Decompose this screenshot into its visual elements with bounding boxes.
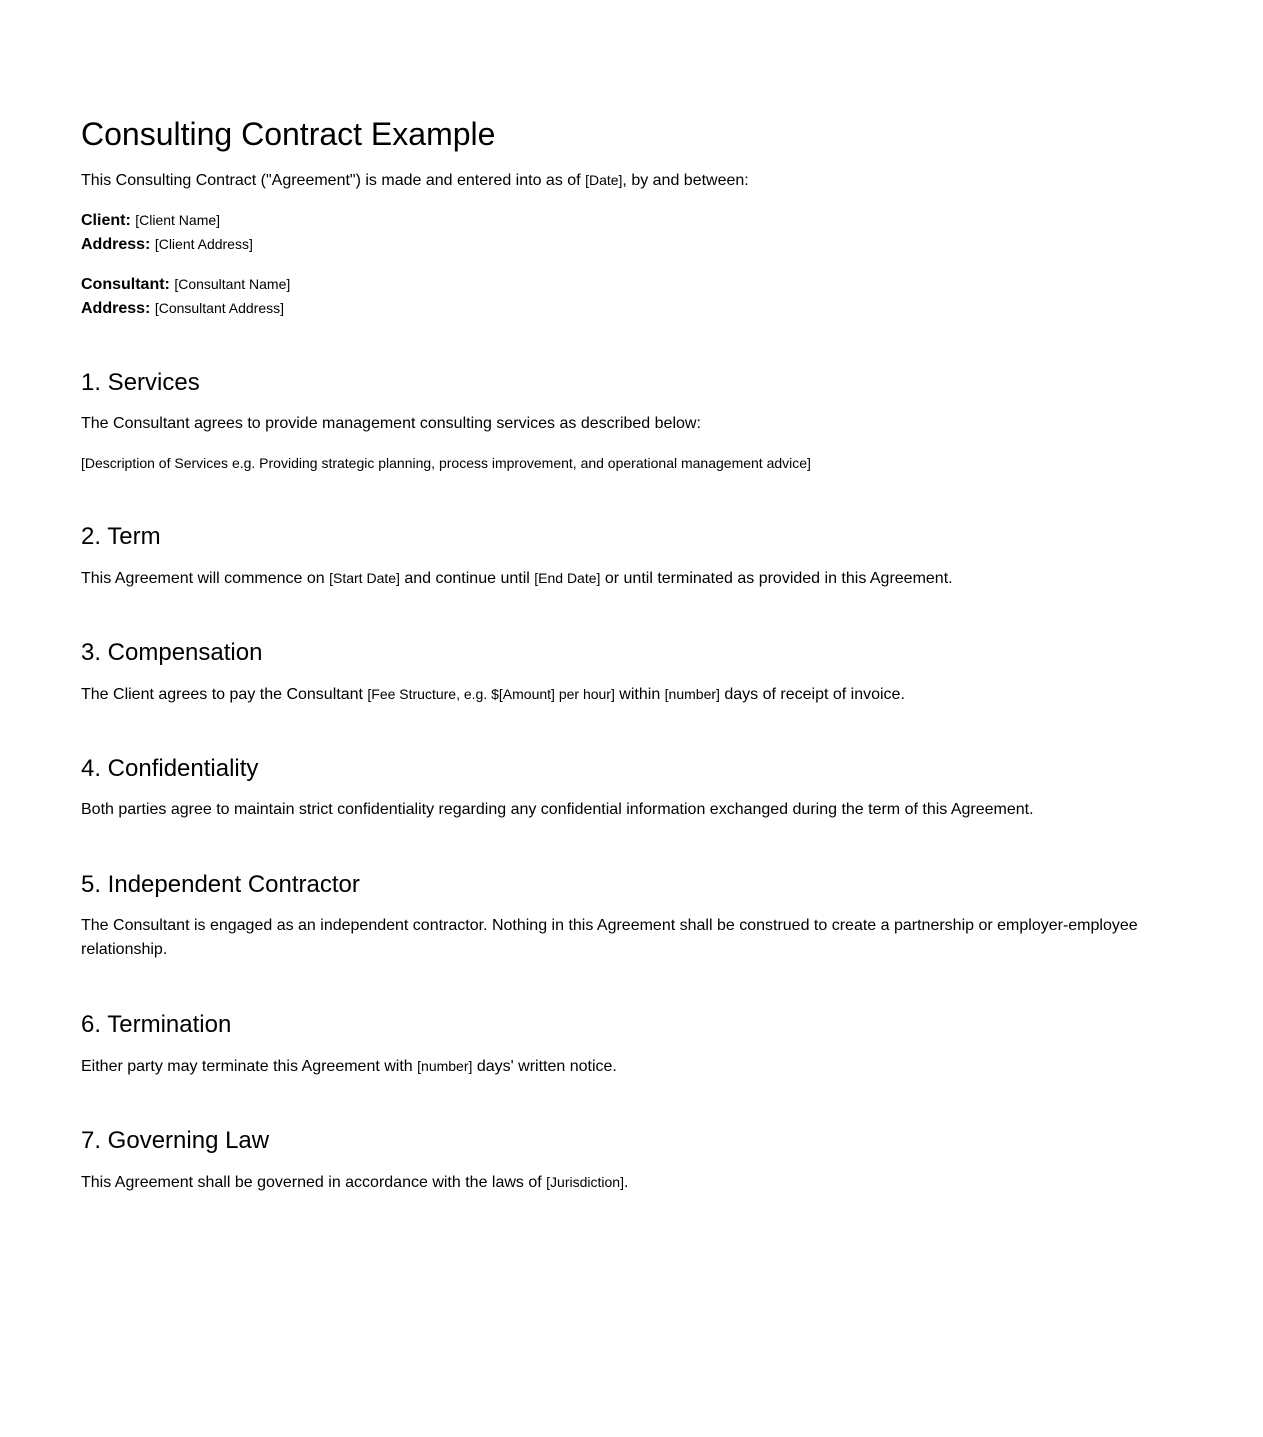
client-name-placeholder: [Client Name] [135, 212, 221, 228]
fee-structure-placeholder: [Fee Structure, e.g. $[Amount] per hour] [367, 686, 615, 702]
intro-text: This Consulting Contract ("Agreement") is made and entered into as of [81, 172, 586, 189]
compensation-text [81, 682, 905, 707]
days-number-placeholder: [number] [664, 686, 720, 702]
consultant-address-placeholder: [Consultant Address] [154, 300, 284, 316]
term-text [81, 566, 953, 591]
consultant-label: Consultant: [81, 276, 170, 293]
section-heading-independent-contractor: 5. Independent Contractor [81, 871, 360, 898]
termination-text-part: Either party may terminate this Agreement with [81, 1058, 418, 1075]
date-placeholder: [Date] [585, 172, 623, 188]
term-text-part: or until terminated as provided in this Agreement. [600, 570, 953, 587]
consultant-name-line [81, 272, 290, 297]
start-date-placeholder: [Start Date] [329, 570, 400, 586]
governing-law-text-part: This Agreement shall be governed in accordance with the laws of [81, 1174, 547, 1191]
governing-law-text [81, 1170, 628, 1195]
document-title: Consulting Contract Example [81, 116, 496, 152]
confidentiality-text: Both parties agree to maintain strict confidentiality regarding any confidential information exchanged during the term of this Agreement. [81, 801, 1034, 818]
client-address-line [81, 232, 253, 257]
section-heading-services: 1. Services [81, 369, 200, 396]
intro-paragraph [81, 168, 749, 193]
independent-contractor-text: The Consultant is engaged as an independent contractor. Nothing in this Agreement shall be construed to create a partnership or employer-employee relationship. [81, 917, 1138, 958]
term-text-part: and continue until [399, 570, 535, 587]
governing-law-text-part: . [623, 1174, 629, 1191]
client-address-placeholder: [Client Address] [154, 236, 253, 252]
end-date-placeholder: [End Date] [534, 570, 601, 586]
compensation-text-part: days of receipt of invoice. [719, 686, 905, 703]
compensation-text-part: within [614, 686, 665, 703]
client-name-line [81, 208, 220, 233]
section-heading-confidentiality: 4. Confidentiality [81, 755, 259, 782]
jurisdiction-placeholder: [Jurisdiction] [546, 1174, 624, 1190]
services-description-placeholder: [Description of Services e.g. Providing strategic planning, process improvement, and operational management advice] [81, 455, 811, 471]
consultant-address-label: Address: [81, 300, 151, 317]
intro-text-end: , by and between: [622, 172, 749, 189]
termination-text-part: days' written notice. [472, 1058, 617, 1075]
services-text: The Consultant agrees to provide management consulting services as described below: [81, 415, 701, 432]
consultant-address-line [81, 296, 284, 321]
client-address-label: Address: [81, 236, 151, 253]
client-label: Client: [81, 212, 131, 229]
compensation-text-part: The Client agrees to pay the Consultant [81, 686, 368, 703]
section-heading-governing-law: 7. Governing Law [81, 1127, 270, 1154]
section-heading-termination: 6. Termination [81, 1011, 232, 1038]
notice-days-placeholder: [number] [417, 1058, 473, 1074]
consultant-name-placeholder: [Consultant Name] [174, 276, 291, 292]
section-heading-term: 2. Term [81, 523, 161, 550]
section-heading-compensation: 3. Compensation [81, 639, 263, 666]
termination-text [81, 1054, 617, 1079]
term-text-part: This Agreement will commence on [81, 570, 330, 587]
